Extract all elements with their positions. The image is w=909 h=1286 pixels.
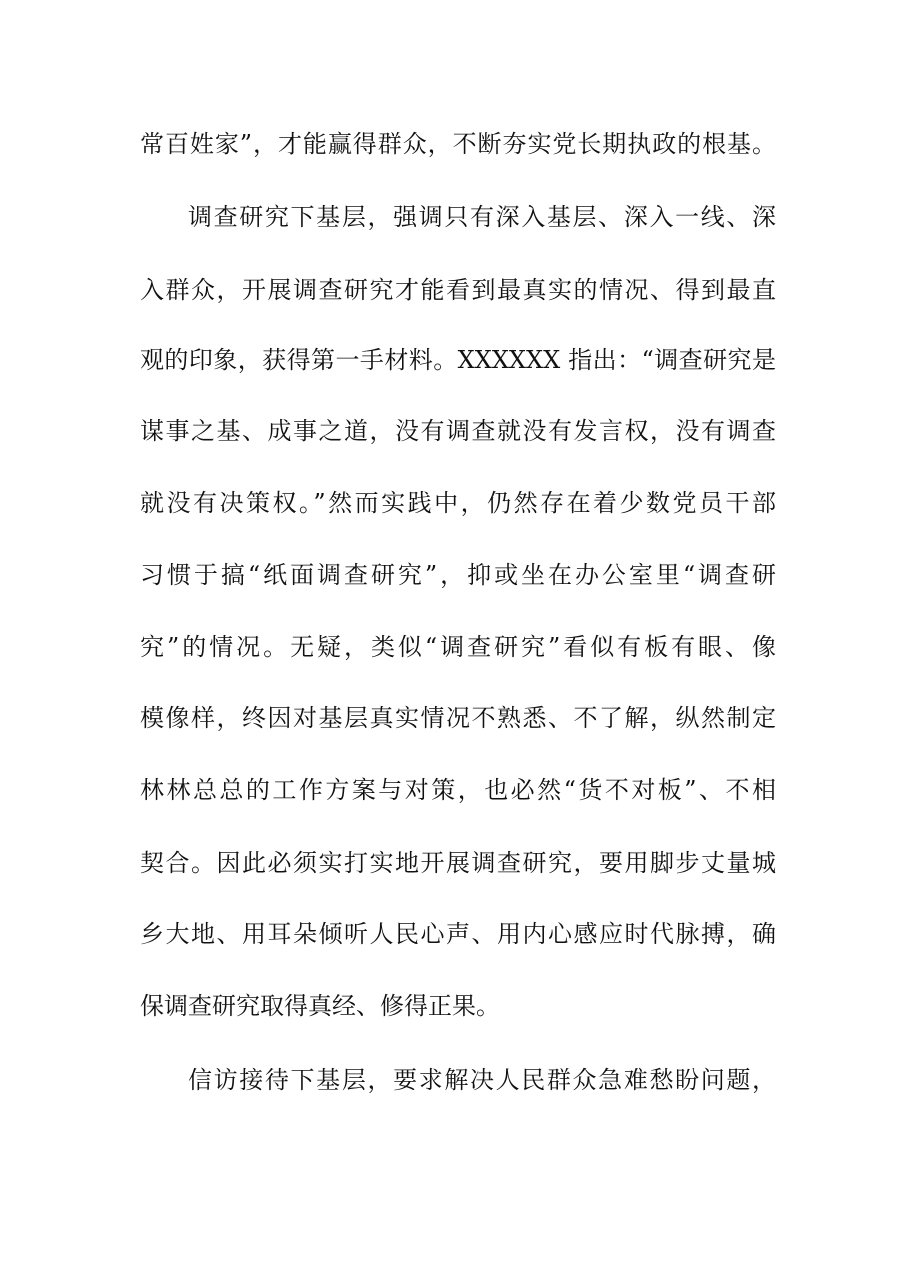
paragraph-line: 就没有决策权。”然而实践中，仍然存在着少数党员干部 [140, 489, 776, 517]
paragraph-line: 究”的情况。无疑，类似“调查研究”看似有板有眼、像 [140, 633, 776, 661]
paragraph-line: 模像样，终因对基层真实情况不熟悉、不了解，纵然制定 [140, 704, 776, 732]
paragraph-first-line: 调查研究下基层，强调只有深入基层、深入一线、深 [188, 203, 776, 231]
paragraph-first-line: 信访接待下基层，要求解决人民群众急难愁盼问题， [188, 1066, 776, 1094]
paragraph-line: 契合。因此必须实打实地开展调查研究，要用脚步丈量城 [140, 849, 776, 877]
paragraph-line: 常百姓家”，才能赢得群众，不断夯实党长期执政的根基。 [140, 130, 776, 158]
paragraph-line: 习惯于搞“纸面调查研究”，抑或坐在办公室里“调查研 [140, 561, 776, 589]
paragraph-line: 观的印象，获得第一手材料。XXXXXX 指出：“调查研究是 [140, 346, 776, 374]
paragraph-line: 乡大地、用耳朵倾听人民心声、用内心感应时代脉搏，确 [140, 920, 776, 948]
paragraph-line: 入群众，开展调查研究才能看到最真实的情况、得到最直 [140, 276, 776, 304]
paragraph-line: 谋事之基、成事之道，没有调查就没有发言权，没有调查 [140, 417, 776, 445]
paragraph-last-line: 保调查研究取得真经、修得正果。 [140, 992, 500, 1020]
paragraph-line: 林林总总的工作方案与对策，也必然“货不对板”、不相 [140, 776, 776, 804]
